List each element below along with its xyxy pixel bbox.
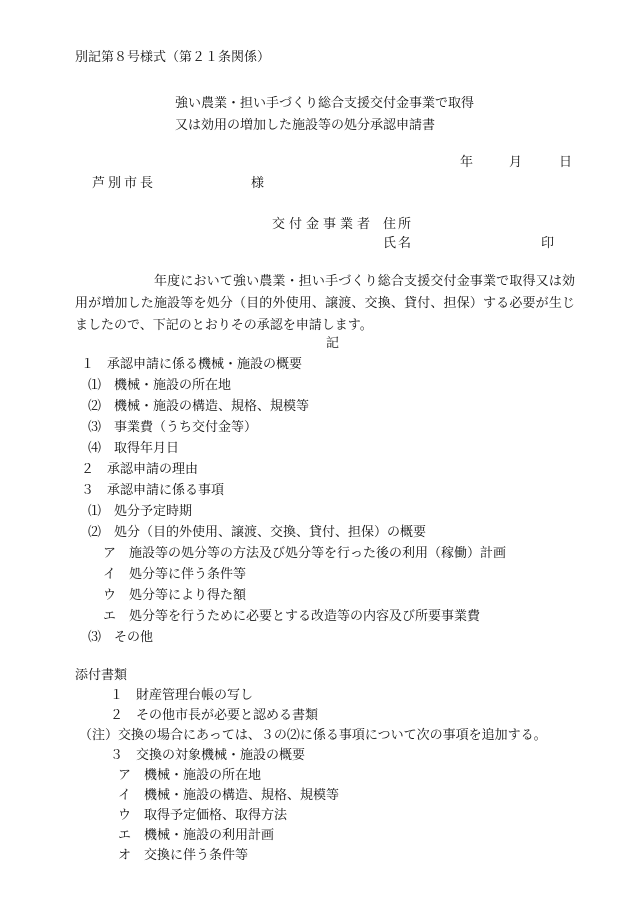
item-1-1: ⑴ 機械・施設の所在地: [88, 378, 232, 393]
form-id: 別記第８号様式（第２１条関係）: [75, 50, 271, 65]
item-1-3: ⑶ 事業費（うち交付金等）: [88, 420, 258, 435]
date-day-label: 日: [559, 155, 573, 170]
name-label: 氏名: [383, 236, 414, 251]
item-3-3: ⑶ その他: [88, 630, 154, 645]
date-year-label: 年: [460, 155, 474, 170]
address-label: 住所: [383, 217, 414, 232]
attachment-note: （注）交換の場合にあっては、３の⑵に係る事項について次の事項を追加する。: [79, 728, 547, 743]
applicant-label: 交付金事業者: [272, 217, 375, 232]
attachment-3-u: ウ 取得予定価格、取得方法: [118, 808, 288, 823]
item-1-2: ⑵ 機械・施設の構造、規格、規模等: [88, 399, 310, 414]
attachments-heading: 添付書類: [75, 668, 128, 683]
attachment-1: １ 財産管理台帳の写し: [110, 688, 254, 703]
date-month-label: 月: [509, 155, 523, 170]
body-paragraph: 年度において強い農業・担い手づくり総合支援交付金事業で取得又は効用が増加した施設等を処分（目的外使用、譲渡、交換、貸付、担保）する必要が生じましたので、下記のとおりその承認を申請します。: [75, 274, 575, 333]
addressee-honorific: 様: [251, 176, 265, 191]
ki-heading: 記: [326, 336, 340, 351]
attachment-2: ２ その他市長が必要と認める書類: [110, 708, 319, 723]
title-line-2: 又は効用の増加した施設等の処分承認申請書: [175, 118, 436, 133]
item-1: １ 承認申請に係る機械・施設の概要: [81, 357, 303, 372]
attachment-3: ３ 交換の対象機械・施設の概要: [110, 748, 306, 763]
title-line-1: 強い農業・担い手づくり総合支援交付金事業で取得: [175, 96, 475, 111]
item-3-1: ⑴ 処分予定時期: [88, 504, 193, 519]
item-1-4: ⑷ 取得年月日: [88, 441, 180, 456]
attachment-3-o: オ 交換に伴う条件等: [118, 848, 249, 863]
item-3-2-u: ウ 処分等により得た額: [103, 588, 247, 603]
attachment-3-a: ア 機械・施設の所在地: [118, 768, 262, 783]
attachment-3-i: イ 機械・施設の構造、規格、規模等: [118, 788, 340, 803]
item-3-2-i: イ 処分等に伴う条件等: [103, 567, 247, 582]
item-2: ２ 承認申請の理由: [81, 462, 199, 477]
attachment-3-e: エ 機械・施設の利用計画: [118, 828, 275, 843]
item-3-2: ⑵ 処分（目的外使用、譲渡、交換、貸付、担保）の概要: [88, 525, 427, 540]
item-3-2-a: ア 施設等の処分等の方法及び処分等を行った後の利用（稼働）計画: [103, 546, 507, 561]
addressee-name: 芦別市長: [92, 176, 157, 191]
item-3-2-e: エ 処分等を行うために必要とする改造等の内容及び所要事業費: [103, 609, 481, 624]
item-3: ３ 承認申請に係る事項: [81, 483, 225, 498]
seal-mark: 印: [541, 236, 555, 251]
